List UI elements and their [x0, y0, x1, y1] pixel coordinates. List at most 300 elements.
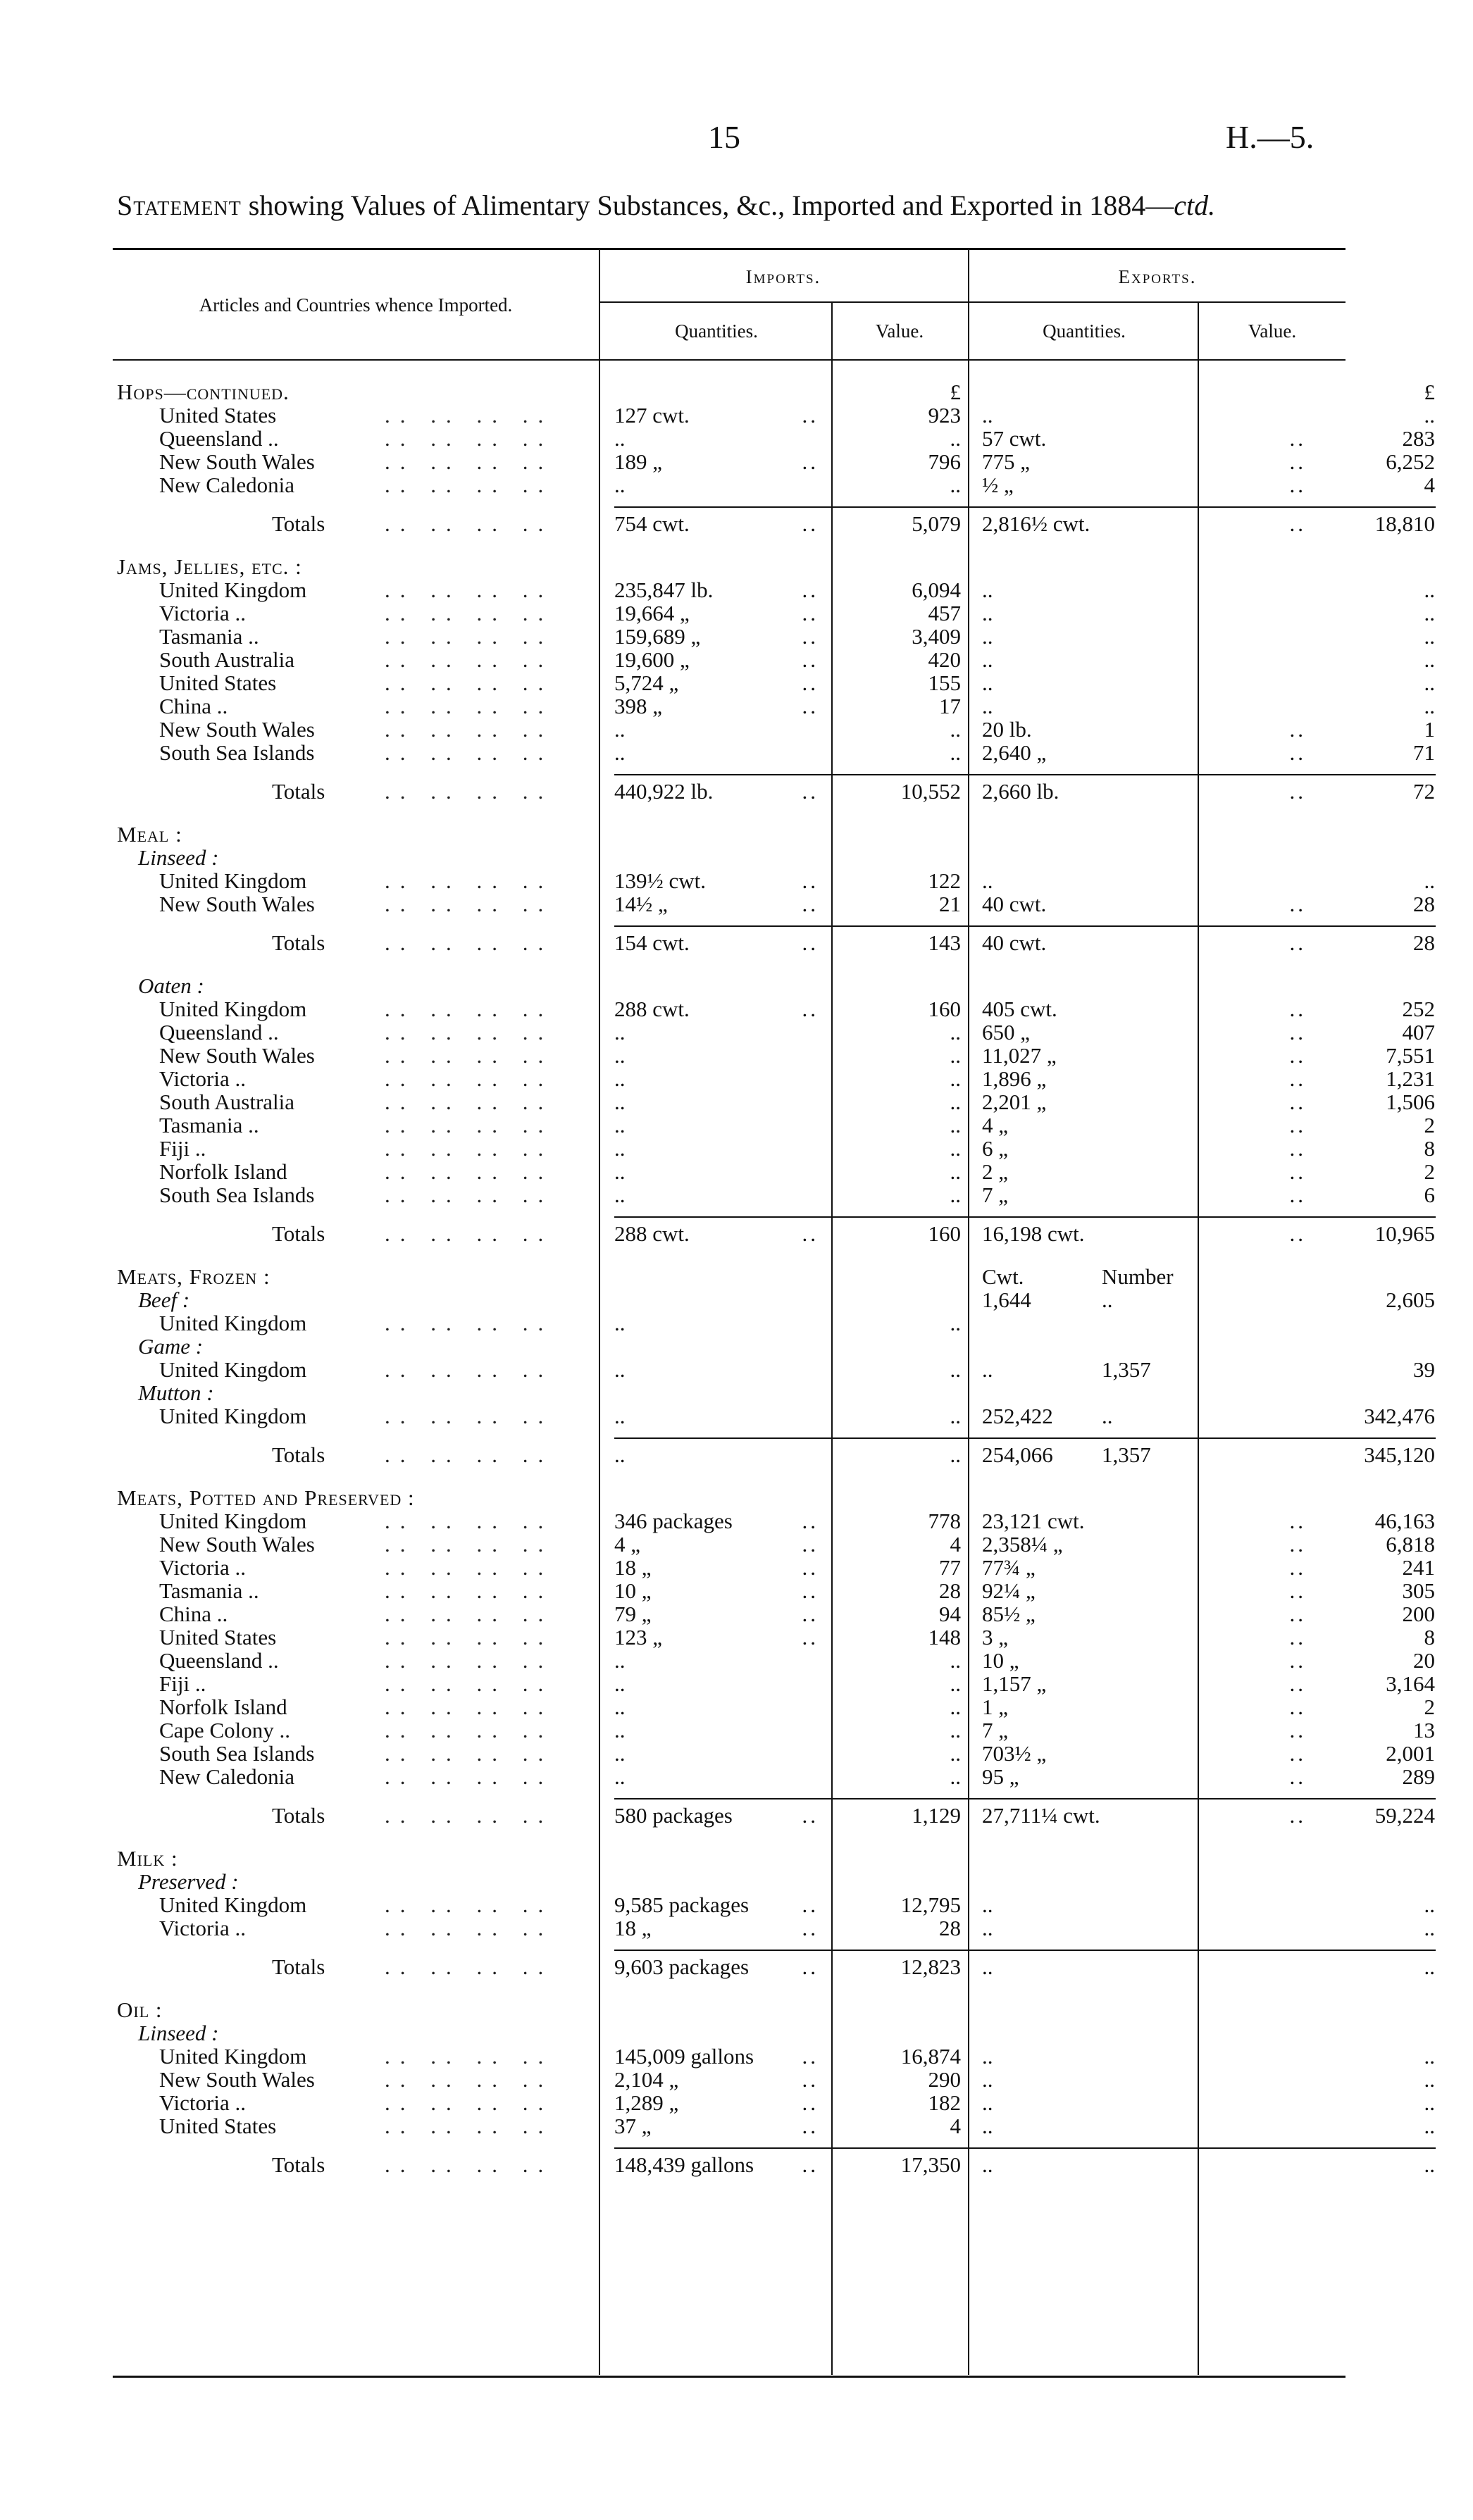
leader-dots: .. — [802, 1625, 819, 1649]
leader-dots: .. .. .. .. — [385, 426, 554, 451]
row-label: Hops—continued. — [117, 380, 290, 404]
leader-dots: .. .. .. .. — [385, 473, 554, 497]
title-lead: Statement — [117, 189, 242, 221]
import-value: 4 — [950, 2114, 961, 2138]
export-quantity: 2,640 „ — [982, 740, 1047, 765]
totals-row — [113, 1954, 1435, 1979]
export-number: 1,357 — [1102, 1442, 1151, 1467]
row-label: Meats, Potted and Preserved : — [117, 1485, 415, 1510]
export-value: .. — [1424, 578, 1435, 602]
export-quantity: 27,711¼ cwt. — [982, 1803, 1100, 1828]
import-quantity: .. — [614, 1695, 626, 1719]
import-value: .. — [950, 473, 961, 497]
leader-dots: .. .. .. .. — [385, 1671, 554, 1696]
row-label: Tasmania .. — [159, 1578, 259, 1603]
table-row — [113, 2067, 1435, 2092]
row-label: Game : — [138, 1334, 204, 1359]
export-quantity: .. — [982, 2067, 993, 2092]
import-value: 10,552 — [900, 779, 961, 804]
row-label: Victoria .. — [159, 2090, 246, 2115]
section-row — [113, 555, 1345, 578]
export-value: 2 — [1424, 1159, 1435, 1184]
leader-dots: .. — [1289, 740, 1306, 765]
leader-dots: .. — [802, 930, 819, 955]
header-bottom-rule — [113, 359, 1345, 361]
import-quantity: 580 packages — [614, 1803, 733, 1828]
leader-dots: .. .. .. .. — [385, 892, 554, 916]
import-value: 160 — [928, 997, 961, 1021]
export-value: 1,506 — [1386, 1090, 1435, 1114]
row-label: Cape Colony .. — [159, 1718, 290, 1742]
leader-dots: .. — [802, 647, 819, 672]
leader-dots: .. .. .. .. — [385, 511, 554, 536]
row-label: New South Wales — [159, 1532, 315, 1557]
export-quantity: Cwt. — [982, 1264, 1024, 1289]
row-label: New Caledonia — [159, 473, 294, 497]
leader-dots: .. — [802, 2152, 819, 2177]
leader-dots: .. — [1289, 1695, 1306, 1719]
row-gap — [113, 1206, 1345, 1222]
section-row — [113, 380, 1435, 404]
export-quantity: 2,660 lb. — [982, 779, 1059, 804]
leader-dots: .. .. .. .. — [385, 2152, 554, 2177]
import-value: .. — [950, 740, 961, 765]
page-reference: H.—5. — [1226, 119, 1314, 155]
import-quantity: 754 cwt. — [614, 511, 690, 536]
import-quantity: 139½ cwt. — [614, 868, 707, 893]
row-label: Victoria .. — [159, 1555, 246, 1580]
import-quantity: 189 „ — [614, 449, 663, 474]
import-quantity: 288 cwt. — [614, 1221, 690, 1246]
subsection-row — [113, 974, 1345, 997]
export-value: 28 — [1413, 892, 1435, 916]
leader-dots: .. — [802, 1803, 819, 1828]
export-quantity: 23,121 cwt. — [982, 1509, 1085, 1533]
leader-dots: .. — [1289, 930, 1306, 955]
leader-dots: .. — [802, 449, 819, 474]
export-quantity: .. — [982, 868, 993, 893]
export-value: .. — [1424, 2044, 1435, 2069]
import-value: 160 — [928, 1221, 961, 1246]
row-label: Mutton : — [138, 1380, 214, 1405]
table-row — [113, 449, 1435, 474]
leader-dots: .. — [1289, 1136, 1306, 1161]
import-value: 420 — [928, 647, 961, 672]
leader-dots: .. — [802, 997, 819, 1021]
row-spacer — [113, 1245, 1345, 1265]
import-value: .. — [950, 1695, 961, 1719]
import-value: 148 — [928, 1625, 961, 1649]
row-label: Jams, Jellies, etc. : — [117, 554, 302, 579]
import-quantity: 148,439 gallons — [614, 2152, 754, 2177]
import-value: .. — [950, 1183, 961, 1207]
section-row — [113, 1486, 1345, 1509]
subsection-row — [113, 846, 1345, 869]
table-row — [113, 1916, 1435, 1940]
export-value: 13 — [1413, 1718, 1435, 1742]
leader-dots: .. .. .. .. — [385, 1442, 554, 1467]
subsection-row — [113, 1381, 1345, 1404]
export-quantity: 7 „ — [982, 1718, 1009, 1742]
subsection-row — [113, 1870, 1345, 1893]
export-value: 289 — [1402, 1764, 1435, 1789]
leader-dots: .. — [802, 779, 819, 804]
leader-dots: .. .. .. .. — [385, 1695, 554, 1719]
import-value: .. — [950, 1718, 961, 1742]
leader-dots: .. — [1289, 1221, 1306, 1246]
table-row — [113, 1183, 1435, 1207]
row-spacer — [113, 954, 1345, 974]
import-value: .. — [950, 1671, 961, 1696]
export-quantity: 703½ „ — [982, 1741, 1047, 1766]
section-row — [113, 823, 1345, 846]
export-quantity: 1,896 „ — [982, 1066, 1047, 1091]
leader-dots: .. .. .. .. — [385, 1090, 554, 1114]
leader-dots: .. .. .. .. — [385, 1741, 554, 1766]
table-row — [113, 1648, 1435, 1673]
leader-dots: .. — [802, 1221, 819, 1246]
import-value: .. — [950, 1357, 961, 1382]
leader-dots: .. — [1289, 1043, 1306, 1068]
import-value: .. — [950, 1020, 961, 1044]
row-label: Beef : — [138, 1287, 190, 1312]
export-quantity: 2 „ — [982, 1159, 1009, 1184]
row-label: China .. — [159, 694, 228, 718]
row-label: Milk : — [117, 1846, 178, 1871]
table-row — [113, 1532, 1435, 1557]
leader-dots: .. — [1289, 426, 1306, 451]
totals-rule — [614, 1437, 1436, 1439]
leader-dots: .. — [1289, 997, 1306, 1021]
import-value: 122 — [928, 868, 961, 893]
export-value: 72 — [1413, 779, 1435, 804]
export-value: 20 — [1413, 1648, 1435, 1673]
table-row — [113, 717, 1435, 742]
import-quantity: .. — [614, 1311, 626, 1335]
export-value: 8 — [1424, 1625, 1435, 1649]
import-quantity: 9,603 packages — [614, 1954, 750, 1979]
export-quantity: .. — [982, 1357, 993, 1382]
export-quantity: 85½ „ — [982, 1602, 1036, 1626]
leader-dots: .. .. .. .. — [385, 1404, 554, 1428]
row-spacer — [113, 535, 1345, 555]
row-label: South Sea Islands — [159, 740, 315, 765]
import-quantity: .. — [614, 1741, 626, 1766]
totals-row — [113, 779, 1435, 804]
totals-rule — [614, 1798, 1436, 1799]
export-quantity: 57 cwt. — [982, 426, 1047, 451]
row-label: Fiji .. — [159, 1136, 206, 1161]
subsection-row — [113, 1287, 1435, 1312]
import-quantity: .. — [614, 1136, 626, 1161]
export-value: 6,818 — [1386, 1532, 1435, 1557]
leader-dots: .. .. .. .. — [385, 1066, 554, 1091]
export-quantity: 10 „ — [982, 1648, 1019, 1673]
export-value: .. — [1424, 1892, 1435, 1917]
row-label: Meal : — [117, 822, 182, 847]
export-quantity: 1,644 — [982, 1287, 1031, 1312]
leader-dots: .. — [802, 868, 819, 893]
row-label: Preserved : — [138, 1869, 239, 1894]
export-quantity: 77¾ „ — [982, 1555, 1036, 1580]
export-value: 7,551 — [1386, 1043, 1435, 1068]
row-label: Totals — [272, 1954, 325, 1979]
export-quantity: .. — [982, 647, 993, 672]
export-value: 241 — [1402, 1555, 1435, 1580]
row-label: Totals — [272, 511, 325, 536]
export-value: 407 — [1402, 1020, 1435, 1044]
export-quantity: 6 „ — [982, 1136, 1009, 1161]
leader-dots: .. — [802, 511, 819, 536]
export-number: .. — [1102, 1287, 1113, 1312]
import-quantity: .. — [614, 740, 626, 765]
export-value: 200 — [1402, 1602, 1435, 1626]
row-label: United Kingdom — [159, 1404, 307, 1428]
import-quantity: 4 „ — [614, 1532, 641, 1557]
import-quantity: .. — [614, 1764, 626, 1789]
export-quantity: .. — [982, 578, 993, 602]
import-value: £ — [950, 380, 961, 404]
totals-rule — [614, 2147, 1436, 2149]
export-value: 3,164 — [1386, 1671, 1435, 1696]
import-value: 923 — [928, 403, 961, 428]
row-gap — [113, 1428, 1345, 1443]
export-value: 1,231 — [1386, 1066, 1435, 1091]
totals-rule — [614, 506, 1436, 508]
leader-dots: .. .. .. .. — [385, 1578, 554, 1603]
row-label: Totals — [272, 2152, 325, 2177]
import-quantity: 1,289 „ — [614, 2090, 679, 2115]
leader-dots: .. .. .. .. — [385, 1159, 554, 1184]
totals-row — [113, 1803, 1435, 1828]
import-quantity: 18 „ — [614, 1916, 652, 1940]
leader-dots: .. .. .. .. — [385, 1555, 554, 1580]
leader-dots: .. .. .. .. — [385, 1509, 554, 1533]
import-quantity: .. — [614, 1442, 626, 1467]
import-quantity: .. — [614, 1090, 626, 1114]
totals-row — [113, 2152, 1435, 2177]
import-quantity: 37 „ — [614, 2114, 652, 2138]
row-spacer — [113, 1466, 1345, 1486]
section-row — [113, 1847, 1345, 1870]
row-gap — [113, 1940, 1345, 1955]
leader-dots: .. — [1289, 473, 1306, 497]
export-value: 2 — [1424, 1695, 1435, 1719]
export-quantity: 4 „ — [982, 1113, 1009, 1137]
leader-dots: .. .. .. .. — [385, 1113, 554, 1137]
table-row — [113, 1311, 1345, 1335]
import-quantity: 18 „ — [614, 1555, 652, 1580]
export-quantity: .. — [982, 1954, 993, 1979]
leader-dots: .. .. .. .. — [385, 601, 554, 625]
import-value: .. — [950, 1113, 961, 1137]
export-value: £ — [1424, 380, 1435, 404]
leader-dots: .. .. .. .. — [385, 578, 554, 602]
table-row — [113, 601, 1435, 625]
row-label: South Sea Islands — [159, 1741, 315, 1766]
import-value: 21 — [939, 892, 961, 916]
row-label: Totals — [272, 779, 325, 804]
table-row — [113, 1625, 1435, 1649]
export-value: .. — [1424, 2152, 1435, 2177]
import-value: 5,079 — [912, 511, 961, 536]
export-value: .. — [1424, 670, 1435, 695]
export-value: 2 — [1424, 1113, 1435, 1137]
page-title — [117, 189, 1215, 222]
table-row — [113, 403, 1435, 428]
table-row — [113, 1892, 1435, 1917]
leader-dots: .. .. .. .. — [385, 1311, 554, 1335]
totals-row — [113, 930, 1435, 955]
table-row — [113, 1357, 1435, 1382]
export-quantity: 40 cwt. — [982, 892, 1047, 916]
leader-dots: .. .. .. .. — [385, 717, 554, 742]
export-quantity: .. — [982, 670, 993, 695]
import-quantity: 10 „ — [614, 1578, 652, 1603]
imports-value-header: Value. — [875, 320, 924, 342]
export-number: 1,357 — [1102, 1357, 1151, 1382]
leader-dots: .. — [1289, 1532, 1306, 1557]
row-label: United Kingdom — [159, 868, 307, 893]
leader-dots: .. — [802, 2114, 819, 2138]
import-value: 12,795 — [900, 1892, 961, 1917]
row-label: United Kingdom — [159, 997, 307, 1021]
import-quantity: 235,847 lb. — [614, 578, 714, 602]
import-quantity: 145,009 gallons — [614, 2044, 754, 2069]
title-suffix: ctd. — [1174, 189, 1216, 221]
import-value: .. — [950, 1404, 961, 1428]
leader-dots: .. — [802, 1532, 819, 1557]
row-label: United Kingdom — [159, 578, 307, 602]
table-row — [113, 1404, 1435, 1428]
export-value: 18,810 — [1374, 511, 1435, 536]
leader-dots: .. — [1289, 1764, 1306, 1789]
table-row — [113, 473, 1435, 497]
export-quantity: 254,066 — [982, 1442, 1053, 1467]
row-label: New South Wales — [159, 449, 315, 474]
table-bottom-rule — [113, 2376, 1345, 2378]
leader-dots: .. — [802, 670, 819, 695]
table-row — [113, 1741, 1435, 1766]
import-value: 12,823 — [900, 1954, 961, 1979]
leader-dots: .. — [1289, 717, 1306, 742]
leader-dots: .. .. .. .. — [385, 1803, 554, 1828]
row-label: United Kingdom — [159, 1357, 307, 1382]
export-value: 71 — [1413, 740, 1435, 765]
import-quantity: 288 cwt. — [614, 997, 690, 1021]
export-value: 283 — [1402, 426, 1435, 451]
leader-dots: .. — [1289, 1183, 1306, 1207]
export-value: 4 — [1424, 473, 1435, 497]
table-row — [113, 624, 1435, 649]
export-quantity: .. — [982, 694, 993, 718]
row-label: United Kingdom — [159, 1892, 307, 1917]
import-quantity: .. — [614, 1043, 626, 1068]
row-label: Totals — [272, 1442, 325, 1467]
import-quantity: .. — [614, 1671, 626, 1696]
export-value: 6,252 — [1386, 449, 1435, 474]
articles-header: Articles and Countries whence Imported. — [199, 294, 513, 316]
leader-dots: .. — [1289, 1602, 1306, 1626]
row-label: Oaten : — [138, 973, 204, 998]
row-label: New South Wales — [159, 2067, 315, 2092]
table-row — [113, 1509, 1435, 1533]
page-number: 15 — [708, 119, 740, 155]
leader-dots: .. — [802, 2044, 819, 2069]
leader-dots: .. .. .. .. — [385, 1532, 554, 1557]
row-label: Tasmania .. — [159, 624, 259, 649]
leader-dots: .. .. .. .. — [385, 1954, 554, 1979]
leader-dots: .. — [1289, 1090, 1306, 1114]
export-value: 345,120 — [1364, 1442, 1435, 1467]
import-quantity: .. — [614, 1183, 626, 1207]
export-value: .. — [1424, 2090, 1435, 2115]
import-quantity: .. — [614, 1357, 626, 1382]
imports-quantities-header: Quantities. — [675, 320, 758, 342]
import-value: .. — [950, 1043, 961, 1068]
row-label: Queensland .. — [159, 1020, 279, 1044]
row-label: United Kingdom — [159, 1509, 307, 1533]
export-quantity: .. — [982, 403, 993, 428]
leader-dots: .. — [1289, 892, 1306, 916]
row-label: United States — [159, 2114, 277, 2138]
totals-row — [113, 511, 1435, 536]
export-quantity: .. — [982, 2152, 993, 2177]
import-quantity: .. — [614, 1718, 626, 1742]
import-value: .. — [950, 426, 961, 451]
import-quantity: 79 „ — [614, 1602, 652, 1626]
import-quantity: .. — [614, 1404, 626, 1428]
import-value: 778 — [928, 1509, 961, 1533]
leader-dots: .. — [1289, 1648, 1306, 1673]
import-value: .. — [950, 1159, 961, 1184]
leader-dots: .. — [802, 1555, 819, 1580]
leader-dots: .. — [1289, 1509, 1306, 1533]
row-label: New South Wales — [159, 717, 315, 742]
leader-dots: .. .. .. .. — [385, 1183, 554, 1207]
leader-dots: .. .. .. .. — [385, 1043, 554, 1068]
import-value: 182 — [928, 2090, 961, 2115]
leader-dots: .. — [1289, 1020, 1306, 1044]
import-quantity: 346 packages — [614, 1509, 733, 1533]
totals-row — [113, 1442, 1435, 1467]
import-value: 796 — [928, 449, 961, 474]
export-value: .. — [1424, 2114, 1435, 2138]
table-row — [113, 1066, 1435, 1091]
title-rest: showing Values of Alimentary Substances, &c., Imported and Exported in 1884— — [248, 189, 1174, 221]
import-quantity: .. — [614, 1113, 626, 1137]
import-quantity: 14½ „ — [614, 892, 668, 916]
import-value: .. — [950, 717, 961, 742]
export-quantity: ½ „ — [982, 473, 1014, 497]
table-row — [113, 1671, 1435, 1696]
export-quantity: .. — [982, 2044, 993, 2069]
row-label: South Australia — [159, 1090, 295, 1114]
exports-quantities-header: Quantities. — [1043, 320, 1126, 342]
leader-dots: .. .. .. .. — [385, 1892, 554, 1917]
export-value: .. — [1424, 2067, 1435, 2092]
export-number: .. — [1102, 1404, 1113, 1428]
import-quantity: .. — [614, 1648, 626, 1673]
import-value: 17 — [939, 694, 961, 718]
leader-dots: .. — [802, 403, 819, 428]
export-value: .. — [1424, 647, 1435, 672]
export-quantity: 2,358¼ „ — [982, 1532, 1063, 1557]
import-quantity: 123 „ — [614, 1625, 663, 1649]
leader-dots: .. .. .. .. — [385, 1020, 554, 1044]
export-value: 46,163 — [1374, 1509, 1435, 1533]
export-quantity: 95 „ — [982, 1764, 1019, 1789]
